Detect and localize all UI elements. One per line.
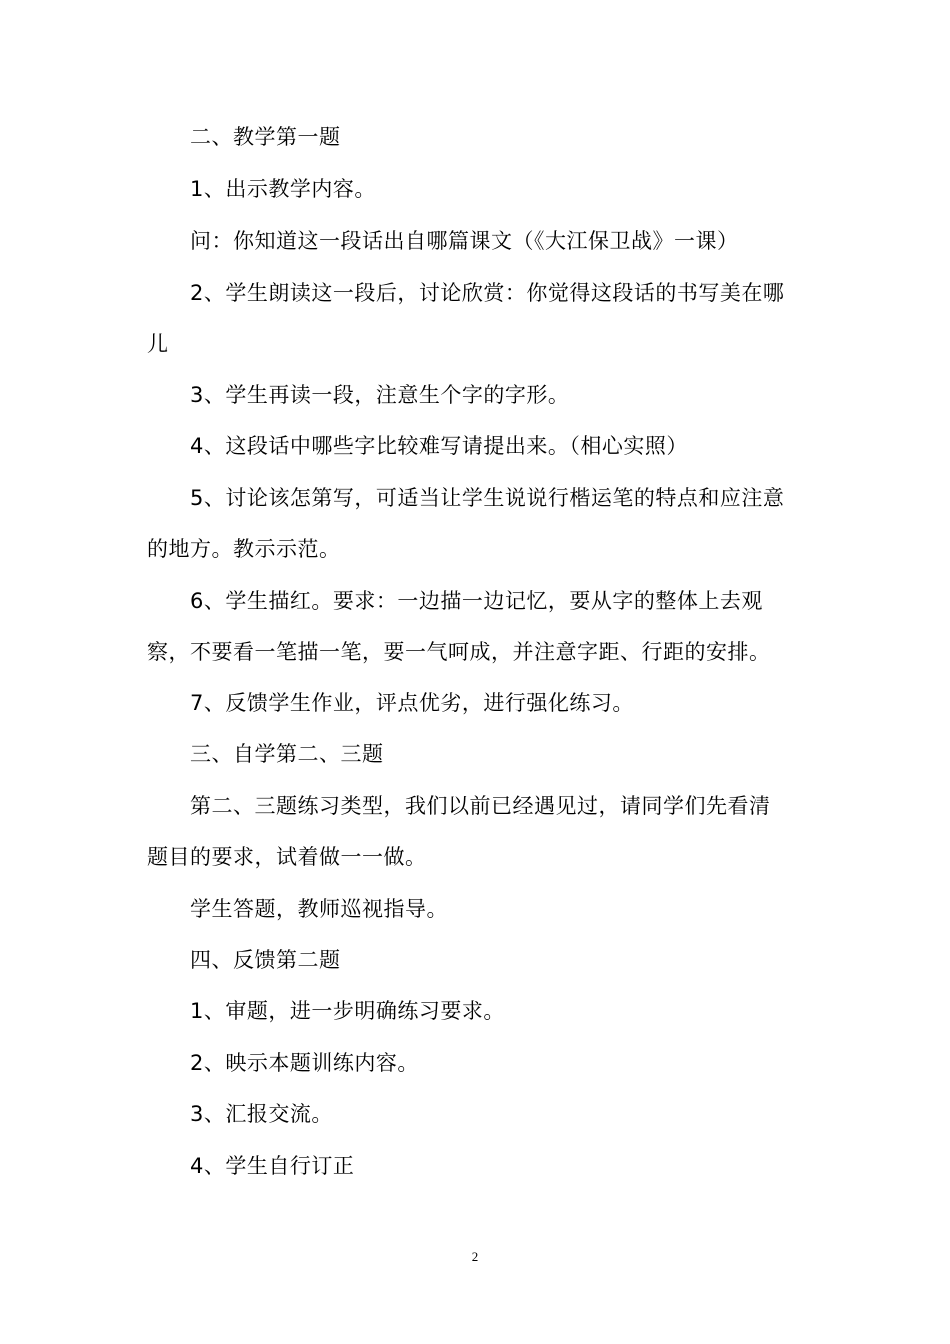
paragraph-line: 6、学生描红。要求：一边描一边记忆，要从字的整体上去观 xyxy=(190,589,763,613)
paragraph-line: 察，不要看一笔描一笔，要一气呵成，并注意字距、行距的安排。 xyxy=(147,640,771,664)
paragraph-line: 3、学生再读一段，注意生个字的字形。 xyxy=(190,383,570,407)
paragraph-line: 1、出示教学内容。 xyxy=(190,177,376,201)
paragraph-line: 1、审题，进一步明确练习要求。 xyxy=(190,999,505,1023)
paragraph-line: 5、讨论该怎第写，可适当让学生说说行楷运笔的特点和应注意 xyxy=(190,486,785,510)
paragraph-line: 2、学生朗读这一段后，讨论欣赏：你觉得这段话的书写美在哪 xyxy=(190,281,785,305)
paragraph-line: 的地方。教示示范。 xyxy=(147,537,341,561)
paragraph-line: 4、这段话中哪些字比较难写请提出来。（相心实照） xyxy=(190,434,688,458)
section-heading-self-study: 三、自学第二、三题 xyxy=(190,742,384,766)
page-number: 2 xyxy=(471,1249,479,1264)
section-heading-teach-first: 二、教学第一题 xyxy=(190,125,341,149)
paragraph-line: 学生答题，教师巡视指导。 xyxy=(190,897,448,921)
paragraph-line: 儿 xyxy=(147,332,169,356)
paragraph-line: 2、映示本题训练内容。 xyxy=(190,1051,419,1075)
paragraph-line: 3、汇报交流。 xyxy=(190,1102,333,1126)
paragraph-line: 7、反馈学生作业，评点优劣，进行强化练习。 xyxy=(190,691,634,715)
paragraph-line: 4、学生自行订正 xyxy=(190,1154,355,1178)
section-heading-feedback: 四、反馈第二题 xyxy=(190,948,341,972)
paragraph-line: 问：你知道这一段话出自哪篇课文（《大江保卫战》一课） xyxy=(190,229,739,253)
paragraph-line: 题目的要求，试着做一一做。 xyxy=(147,845,427,869)
paragraph-line: 第二、三题练习类型，我们以前已经遇见过，请同学们先看清 xyxy=(190,794,771,818)
